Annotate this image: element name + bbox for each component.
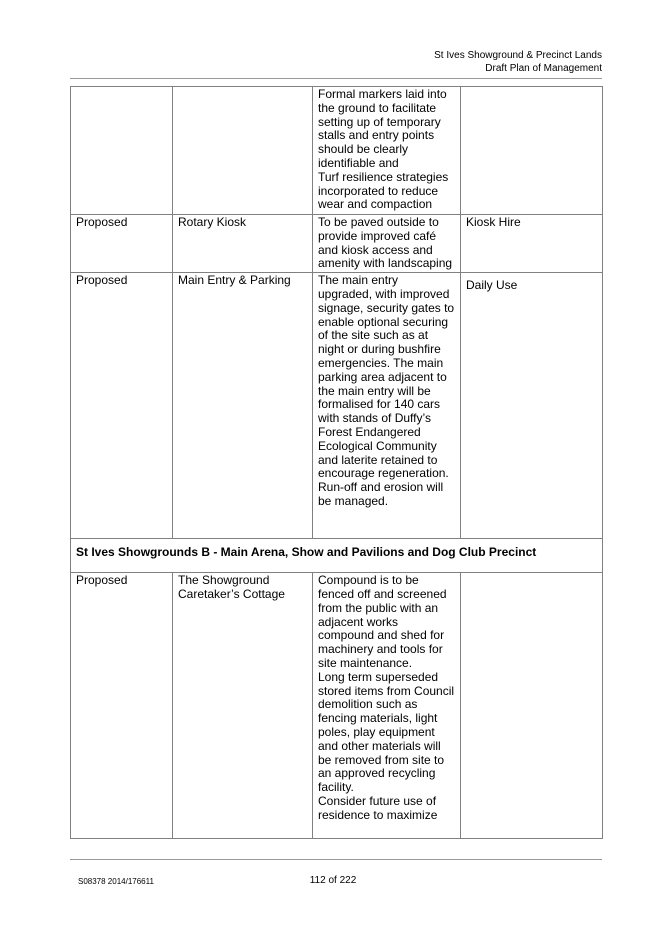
page-number: 112 of 222 (309, 875, 357, 886)
description-paragraph: Turf resilience strategies incorporated to reduce wear and compaction (318, 169, 449, 212)
use-value: Daily Use (466, 278, 518, 293)
item-cell: Main Entry & Parking (173, 273, 313, 539)
table-row (71, 573, 603, 839)
description-paragraph: Compound is to be fenced off and screened from the public with an adjacent works compound and shed for machinery and tools for site maintenance. (318, 573, 447, 670)
management-table (70, 86, 603, 839)
status-cell (71, 87, 173, 215)
description-cell (313, 273, 461, 539)
status-cell: Proposed (71, 273, 173, 539)
status-cell: Proposed (71, 573, 173, 839)
description-paragraph: Formal markers laid into the ground to facilitate setting up of temporary stalls and entry points should be clearly identifiable and (318, 87, 447, 170)
use-cell (461, 273, 603, 539)
description-paragraph: Consider future use of residence to maximize (318, 793, 438, 822)
description-cell (313, 573, 461, 839)
page-header (434, 49, 602, 75)
description-cell (313, 87, 461, 215)
item-cell: Rotary Kiosk (173, 215, 313, 273)
section-heading-row (71, 539, 603, 573)
description-paragraph: To be paved outside to provide improved café and kiosk access and amenity with landscaping (318, 215, 453, 271)
table-row (71, 273, 603, 539)
description-paragraph: The main entry upgraded, with improved signage, security gates to enable optional securing of the site such as at night or during bushfire emergencies. The main parking area adjacent to the main entry will be formalised for 140 cars with stands of Duffy’s Forest Endangered Ecological Community and laterite retained to encourage regeneration. Run-off and erosion will be managed. (318, 273, 455, 508)
use-cell (461, 87, 603, 215)
section-heading: St Ives Showgrounds B - Main Arena, Show and Pavilions and Dog Club Precinct (71, 539, 603, 573)
use-cell: Kiosk Hire (461, 215, 603, 273)
document-subtitle: Draft Plan of Management (485, 63, 602, 74)
document-reference: S08378 2014/176611 (78, 877, 154, 886)
status-cell: Proposed (71, 215, 173, 273)
table-row (71, 87, 603, 215)
header-divider (70, 78, 602, 79)
use-cell (461, 573, 603, 839)
document-title: St Ives Showground & Precinct Lands (434, 50, 602, 61)
table-row (71, 215, 603, 273)
description-paragraph: Long term superseded stored items from Council demolition such as fencing materials, light poles, play equipment and other materials will be removed from site to an approved recycling facility. (318, 669, 455, 795)
description-cell (313, 215, 461, 273)
footer-divider (70, 859, 602, 860)
item-cell (173, 87, 313, 215)
item-cell: The Showground Caretaker’s Cottage (173, 573, 313, 839)
